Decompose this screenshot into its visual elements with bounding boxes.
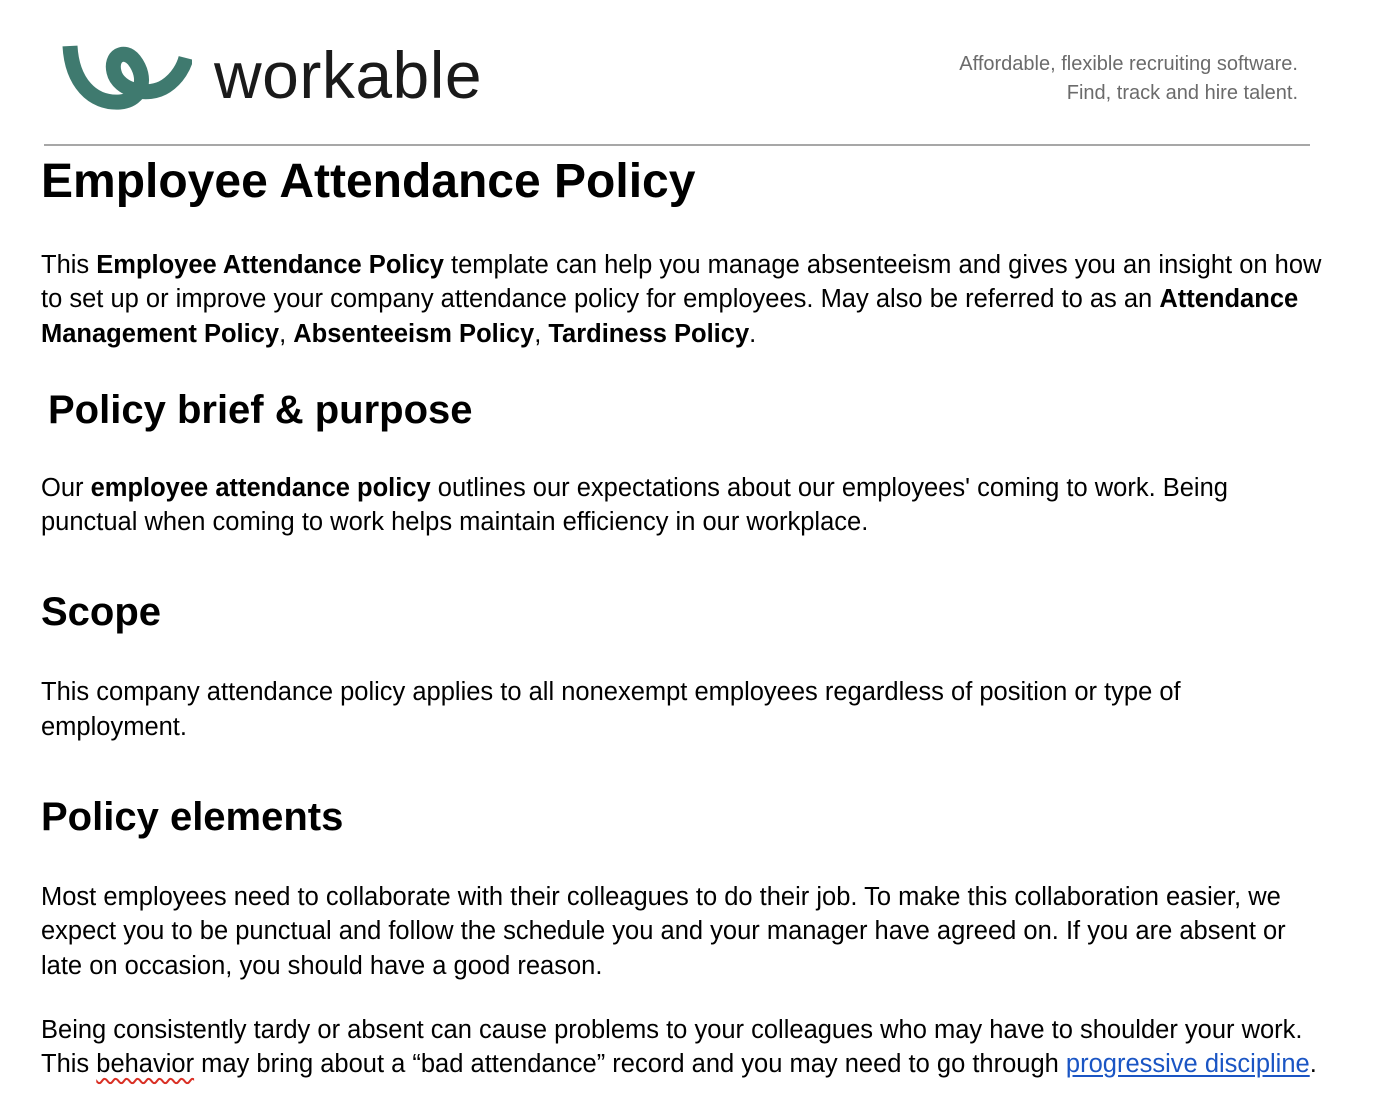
intro-text-1: This	[41, 251, 97, 279]
tagline-line-2: Find, track and hire talent.	[1066, 82, 1298, 104]
brief-text-1: Our	[41, 473, 91, 502]
workable-logo[interactable]	[62, 38, 482, 110]
document-header	[0, 0, 1385, 148]
header-tagline	[959, 50, 1298, 108]
section-heading-elements: Policy elements	[41, 795, 344, 840]
intro-text-2: template can help you manage absenteeism and gives you an insight on how to set up or improve your company attendance policy for employees. May also be referred to as an	[41, 251, 1322, 314]
workable-logo-icon	[62, 38, 192, 110]
workable-wordmark: workable	[214, 38, 483, 112]
brief-paragraph	[41, 471, 1331, 540]
scope-paragraph: This company attendance policy applies to all nonexempt employees regardless of position or type of employment.	[41, 678, 1181, 741]
intro-bold-4: Tardiness Policy	[548, 319, 750, 348]
page-title: Employee Attendance Policy	[41, 155, 696, 208]
brief-text-2: outlines our expectations about our employees' coming to work. Being punctual when coming to work helps maintain efficiency in our workplace.	[41, 473, 1228, 537]
elements-paragraph-2	[41, 1013, 1331, 1082]
elements-p2-text-3: .	[1309, 1050, 1317, 1079]
intro-bold-2: Attendance Management Policy	[41, 285, 1299, 348]
tagline-line-1: Affordable, flexible recruiting software.	[959, 53, 1298, 75]
elements-p2-text-2: may bring about a “bad attendance” record and you may need to go through	[194, 1050, 1066, 1079]
intro-text-4: ,	[534, 319, 549, 348]
intro-paragraph	[41, 248, 1331, 351]
intro-bold-3: Absenteeism Policy	[293, 319, 535, 348]
spellcheck-word[interactable]: behavior	[96, 1050, 195, 1079]
header-divider	[44, 144, 1310, 146]
brief-bold-1: employee attendance policy	[90, 473, 431, 502]
elements-paragraph-1: Most employees need to collaborate with their colleagues to do their job. To make this collaboration easier, we expect you to be punctual and follow the schedule you and your manager have agreed on. If you are absent or late on occasion, you should have a good reason.	[41, 883, 1286, 980]
intro-text-3: ,	[279, 319, 294, 348]
intro-text-5: .	[749, 319, 757, 348]
elements-p2-text-1: Being consistently tardy or absent can cause problems to your colleagues who may have to shoulder your work. This	[41, 1015, 1303, 1079]
progressive-discipline-link[interactable]: progressive discipline	[1065, 1050, 1310, 1079]
section-heading-scope: Scope	[41, 590, 162, 635]
intro-bold-1: Employee Attendance Policy	[96, 251, 444, 279]
section-heading-brief: Policy brief & purpose	[48, 387, 473, 432]
document-body	[41, 150, 1331, 1082]
